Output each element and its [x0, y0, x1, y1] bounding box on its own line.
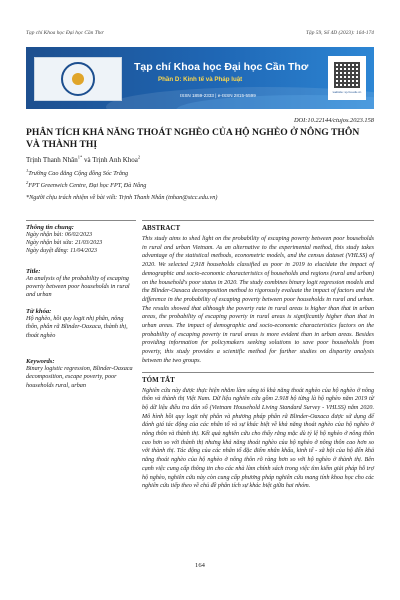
journal-name-header: Tạp chí Khoa học Đại học Cần Thơ [26, 30, 104, 36]
author-1-sup: 1* [77, 154, 83, 160]
affiliation-2-sup: 2 [26, 179, 29, 185]
banner-subtitle: Phần D: Kinh tế và Pháp luật [158, 76, 243, 83]
affiliation-1-text: Trường Cao đẳng Cộng đồng Sóc Trăng [28, 170, 129, 177]
page-number: 164 [195, 562, 205, 569]
received-date: Ngày nhận bài: 06/02/2023 [26, 232, 93, 238]
university-logo [34, 57, 122, 101]
logo-emblem-icon [61, 62, 95, 96]
article-info-column [26, 215, 136, 390]
author-line [26, 156, 140, 164]
corresponding-author [26, 194, 217, 201]
author-joiner: và [82, 156, 93, 164]
revised-date: Ngày nhận bài sửa: 21/03/2023 [26, 240, 103, 247]
article-title: PHÂN TÍCH KHẢ NĂNG THOÁT NGHÈO CỦA HỘ NGHÈO Ở NÔNG THÔN VÀ THÀNH THỊ [26, 127, 360, 150]
banner-issn: ISSN 1859-2333 | e-ISSN 2815-5599 [180, 93, 256, 98]
qr-caption: website: sj.ctu.edu.vn [332, 90, 362, 94]
english-title-heading: Title: [26, 267, 41, 275]
banner-title: Tạp chí Khoa học Đại học Cần Thơ [134, 61, 309, 73]
corresponding-author-text: *Người chịu trách nhiệm về bài viết: Trịnh Thanh Nhân (tnhan@stcc.edu.vn) [26, 194, 218, 201]
keywords-en-text: Binary logistic regression, Blinder-Oaxaca decomposition, escape poverty, poor households rural, urban [26, 365, 133, 389]
logo-center-icon [72, 73, 84, 85]
summary-text: Nghiên cứu này được thực hiện nhằm làm sáng tỏ khả năng thoát nghèo của hộ nghèo ở nông thôn và thành thị Việt Nam. Dữ liệu nghiên cứu gồm 2.918 hộ từng là hộ nghèo năm 2019 từ bộ dữ liệu điều tra dân số (Vietnam Household Living Standard Survey - VHLSS) năm 2020. Mô hình hồi quy logit nhị phân và phương pháp phân rã Blinder-Oaxaca được sử dụng để đánh giá tác động của các nhân tố và sự khác biệt về khả năng thoát nghèo của hộ nghèo ở nông thôn và thành thị. Kết quả nghiên cứu cho thấy rằng mặc dù tỷ lệ hộ nghèo ở nông thôn cao hơn so với thành thị nhưng khả năng thoát nghèo của hộ nghèo ở nông thôn cao hơn so với thành thị. Tác động của các nhân tố đặc điểm nhân khẩu, kinh tế - xã hội của hộ đến khả năng thoát nghèo của hộ nghèo ở nông thôn rõ ràng hơn so với hộ nghèo ở thành thị. Bên cạnh việc cung cấp thông tin cho các nhà làm chính sách trong việc tìm kiếm giải pháp hỗ trợ hộ nghèo, nghiên cứu này còn cung cấp phương pháp nghiên cứu mang tính khoa học cho các nghiên cứu tiếp theo về chủ đề phân tích sự khác biệt giữa hai nhóm. [142, 387, 374, 490]
journal-banner [26, 47, 374, 109]
author-1: Trịnh Thanh Nhân [26, 156, 78, 164]
keywords-en-heading: Keywords: [26, 358, 55, 366]
author-2: Trịnh Anh Khoa [92, 156, 138, 164]
author-2-sup: 2 [137, 154, 141, 160]
english-title-text: An analysis of the probability of escaping poverty between poor households in rural and urban [26, 274, 130, 299]
affiliation-1 [26, 167, 129, 177]
summary-heading: TÓM TẮT [142, 375, 175, 384]
volume-info-header: Tập 59, Số 4D (2023): 164-174 [306, 30, 374, 36]
abstract-heading: ABSTRACT [142, 224, 181, 232]
divider [26, 220, 136, 221]
affiliation-2-text: FPT Greenwich Centre, Đại học FPT, Đà Nẵng [28, 182, 147, 189]
keywords-vi-text: Hộ nghèo, hồi quy logit nhị phân, nông thôn, phân rã Blinder-Oaxaca, thành thị, thoát nghèo [26, 314, 128, 339]
doi-link[interactable]: DOI:10.22144/ctujos.2023.158 [293, 117, 374, 124]
abstract-column [142, 215, 374, 491]
qr-code [328, 56, 366, 100]
accepted-date: Ngày duyệt đăng: 11/04/2023 [26, 248, 98, 255]
keywords-vi-heading: Từ khóa: [26, 307, 52, 315]
qr-code-icon [334, 62, 360, 88]
article-info-heading: Thông tin chung: [26, 224, 75, 231]
affiliation-1-sup: 1 [26, 167, 29, 173]
running-header [26, 30, 374, 40]
affiliation-2 [26, 179, 147, 189]
divider [142, 220, 374, 221]
divider [142, 372, 374, 373]
abstract-text: This study aims to shed light on the probability of escaping poverty between poor households in rural and urban Vietnam. As an alternative to the experimental method, this study takes advantage of the statistical methods, econometric models, and the census dataset (VHLSS) of 2020. We selected 2,918 households classified as poor in 2019 to elucidate the impact of demographic and socio-economic characteristics of households and regions (rural and urban) on the household's poor status in 2020. The study combines binary logit regression models and the Blinder-Oaxaca decomposition method to rigorously evaluate the impact of factors and the difference in the probability of escaping poverty between poor households in rural and urban. The results showed that although the poverty rate in rural areas is higher than that in urban areas, the probability of escaping poverty in rural areas is significantly higher than that in urban areas. The impact of demographic and socio-economic characteristics factors on the probability of escaping poverty in rural areas is more evident than in urban areas. Besides providing information for policymakers seeking solutions to save poor households from poverty, this study provides a scientific method for further studies on disparity analysis between the two groups. [142, 236, 374, 364]
